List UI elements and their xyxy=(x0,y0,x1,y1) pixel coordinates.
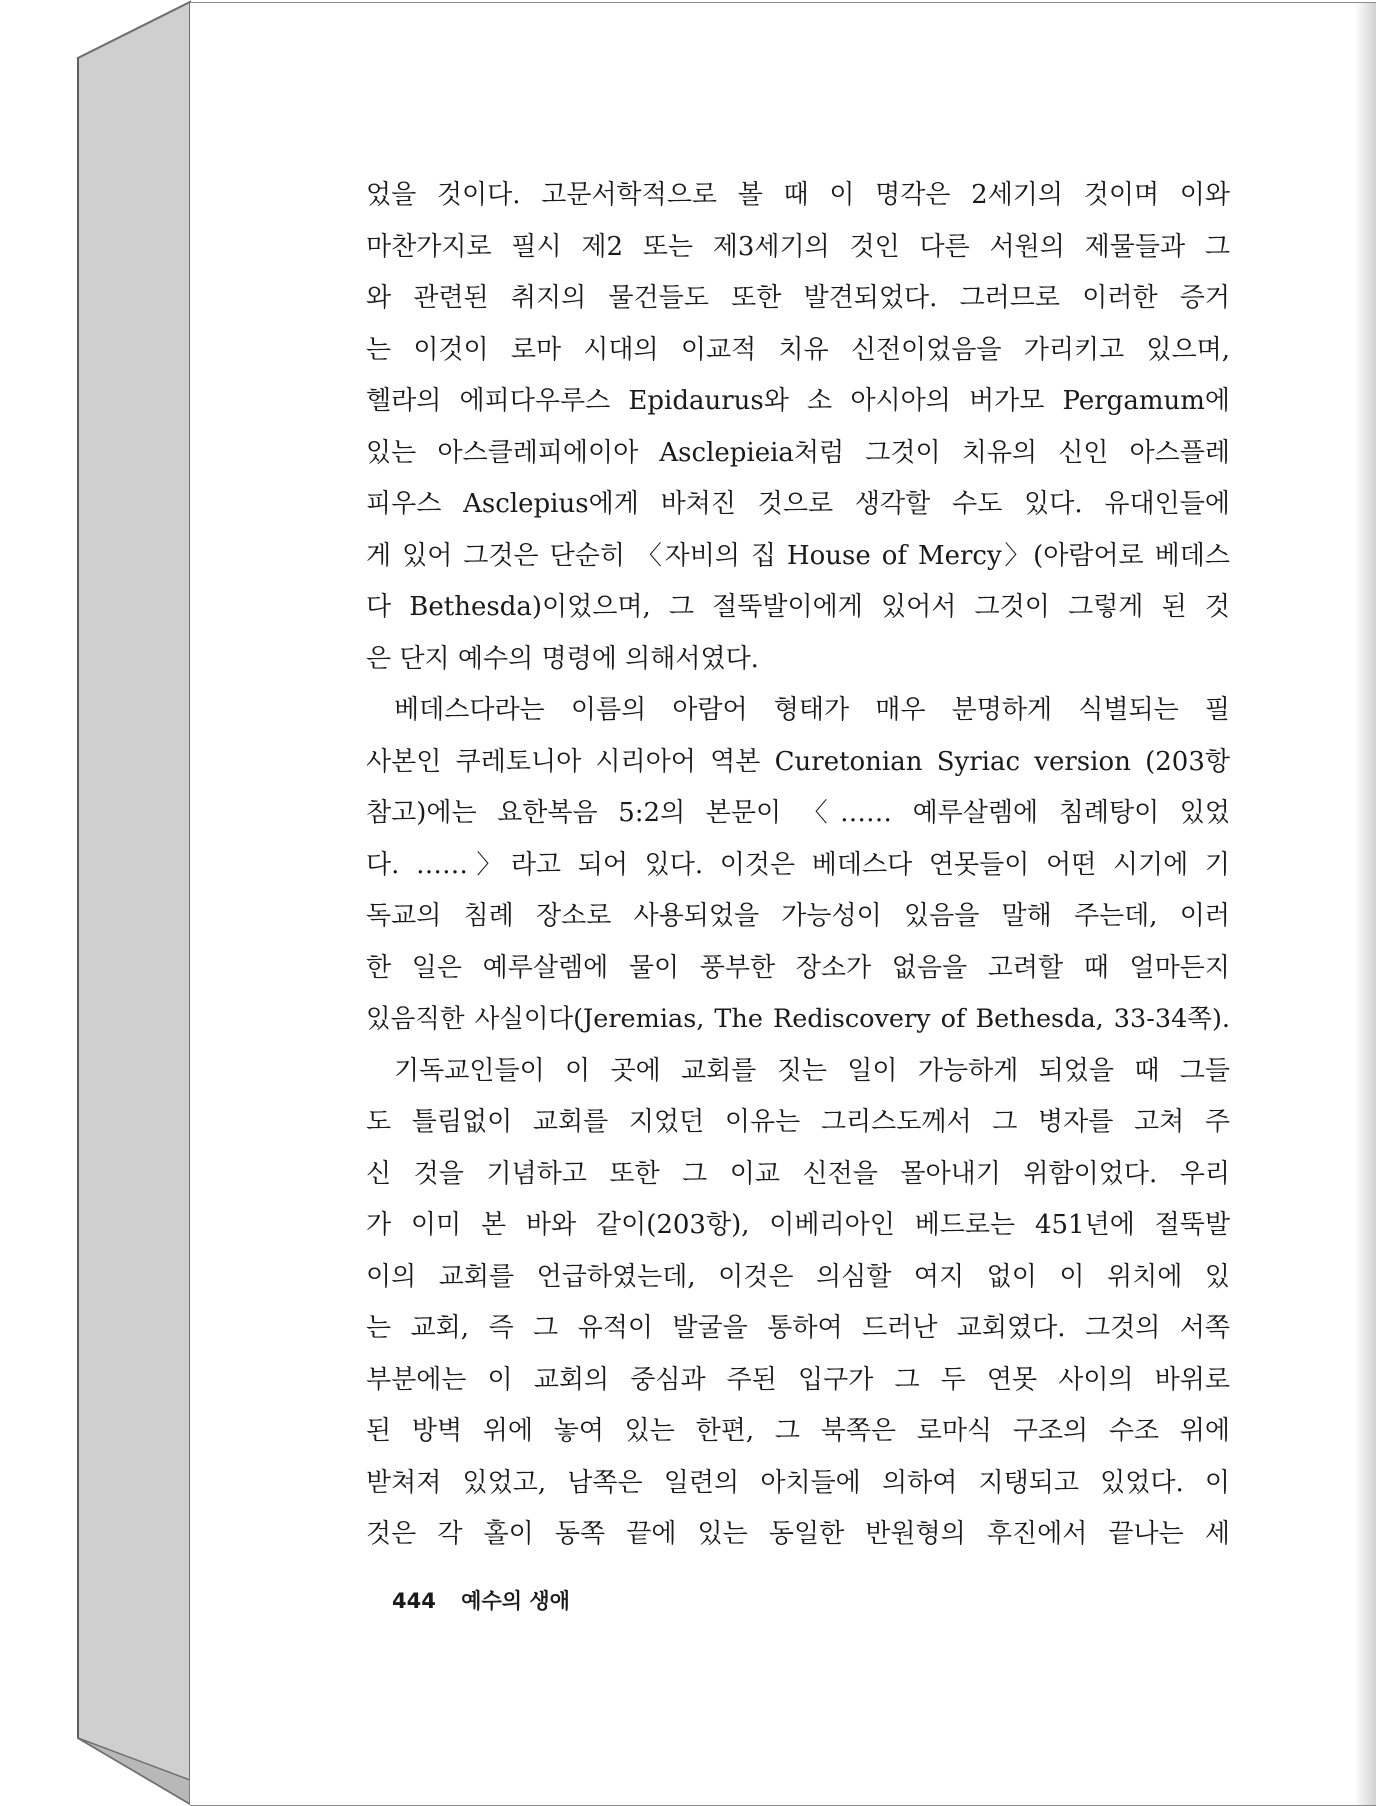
text-line: 다. ……〉라고 되어 있다. 이것은 베데스다 연못들이 어떤 시기에 기 xyxy=(366,849,1230,880)
page-number: 444 xyxy=(392,1589,436,1613)
text-line: 은 단지 예수의 명령에 의해서였다. xyxy=(366,643,759,674)
text-line: 것은 각 홀이 동쪽 끝에 있는 동일한 반원형의 후진에서 끝나는 세 xyxy=(366,1519,1230,1549)
text-line: 있는 아스클레피에이아 Asclepieia처럼 그것이 치유의 신인 아스플레 xyxy=(366,437,1230,468)
body-text xyxy=(366,170,1230,1561)
text-line: 는 이것이 로마 시대의 이교적 치유 신전이었음을 가리키고 있으며, xyxy=(366,334,1230,365)
text-line: 기독교인들이 이 곳에 교회를 짓는 일이 가능하게 되었을 때 그들 xyxy=(394,1055,1230,1086)
text-line: 된 방벽 위에 놓여 있는 한편, 그 북쪽은 로마식 구조의 수조 위에 xyxy=(366,1416,1230,1446)
text-line: 는 교회, 즉 그 유적이 발굴을 통하여 드러난 교회였다. 그것의 서쪽 xyxy=(366,1313,1230,1343)
text-line: 한 일은 예루살렘에 물이 풍부한 장소가 없음을 고려할 때 얼마든지 xyxy=(366,952,1230,983)
text-line: 피우스 Asclepius에게 바쳐진 것으로 생각할 수도 있다. 유대인들에 xyxy=(366,489,1230,519)
text-line: 부분에는 이 교회의 중심과 주된 입구가 그 두 연못 사이의 바위로 xyxy=(366,1364,1230,1395)
text-line: 신 것을 기념하고 또한 그 이교 신전을 몰아내기 위함이었다. 우리 xyxy=(366,1158,1230,1189)
text-line: 도 틀림없이 교회를 지었던 이유는 그리스도께서 그 병자를 고쳐 주 xyxy=(366,1107,1230,1137)
text-line: 이의 교회를 언급하였는데, 이것은 의심할 여지 없이 이 위치에 있 xyxy=(366,1261,1230,1292)
text-line: 있음직한 사실이다(Jeremias, The Rediscovery of Bethesda, 33-34쪽). xyxy=(366,1004,1230,1034)
text-line: 가 이미 본 바와 같이(203항), 이베리아인 베드로는 451년에 절뚝발 xyxy=(366,1210,1230,1240)
text-line: 게 있어 그것은 단순히 〈자비의 집 House of Mercy〉(아람어로 베데스 xyxy=(366,540,1230,571)
text-line: 다 Bethesda)이었으며, 그 절뚝발이에게 있어서 그것이 그렇게 된 것 xyxy=(366,592,1230,622)
text-line: 베데스다라는 이름의 아람어 형태가 매우 분명하게 식별되는 필 xyxy=(394,695,1230,725)
page-edge-shadow xyxy=(1354,3,1376,1805)
text-line: 었을 것이다. 고문서학적으로 볼 때 이 명각은 2세기의 것이며 이와 xyxy=(366,180,1230,210)
text-line: 마찬가지로 필시 제2 또는 제3세기의 것인 다른 서원의 제물들과 그 xyxy=(366,231,1230,262)
running-title: 예수의 생애 xyxy=(461,1589,570,1613)
text-line: 받쳐져 있었고, 남쪽은 일련의 아치들에 의하여 지탱되고 있었다. 이 xyxy=(366,1467,1230,1498)
page-footer xyxy=(392,1585,570,1615)
text-line: 와 관련된 취지의 물건들도 또한 발견되었다. 그러므로 이러한 증거 xyxy=(366,283,1230,313)
text-line: 사본인 쿠레토니아 시리아어 역본 Curetonian Syriac version (203항 xyxy=(366,746,1230,777)
text-line: 참고)에는 요한복음 5:2의 본문이 〈…… 예루살렘에 침례탕이 있었 xyxy=(366,798,1230,828)
text-line: 독교의 침례 장소로 사용되었을 가능성이 있음을 말해 주는데, 이러 xyxy=(366,901,1230,931)
text-line: 헬라의 에피다우루스 Epidaurus와 소 아시아의 버가모 Pergamum에 xyxy=(366,386,1230,416)
